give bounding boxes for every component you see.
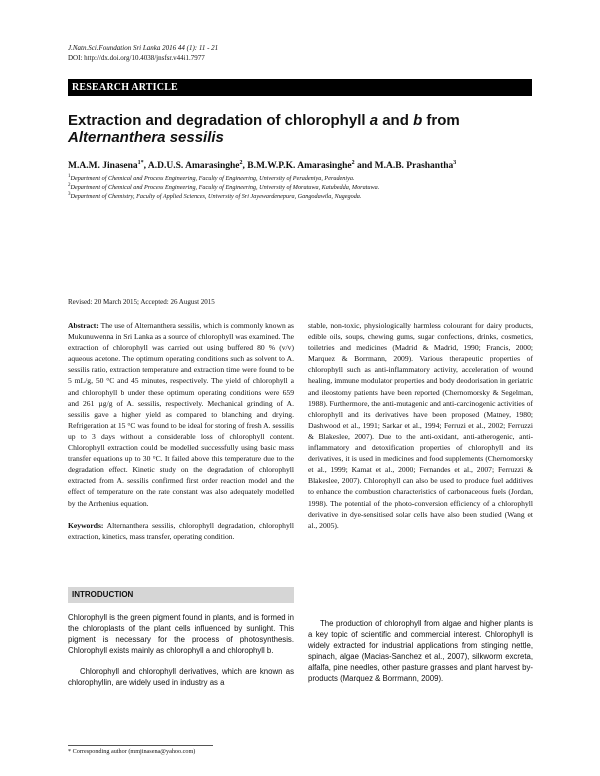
corresponding-author-footnote: * Corresponding author (mmjinasena@yahoo.com) [68,748,196,755]
introduction-heading: INTRODUCTION [68,587,294,603]
title-species: Alternanthera sessilis [68,129,224,146]
title-a: a [369,112,379,129]
affiliation-1-text: Department of Chemical and Process Engineering, Faculty of Engineering, University of Peradeniya, Peradeniya. [70,175,355,183]
author-2: , A.D.U.S. Amarasinghe [143,161,240,172]
intro-paragraph-1: Chlorophyll is the green pigment found in plants, and is formed in the chloroplasts of the plant cells influenced by sunlight. This pigment is necessary for the process of photosynthesis. Chlorophyll exists mainly as chlorophyll a and chlorophyll b. [68,613,294,655]
abstract-column [68,320,294,542]
intro-paragraph-2: Chlorophyll and chlorophyll derivatives, which are known as chlorophyllin, are widely used in industry as a [68,667,294,687]
author-2-sup: 2 [239,160,243,166]
author-4: and M.A.B. Prashantha [354,161,454,172]
paper-title [68,112,538,146]
article-type-banner: RESEARCH ARTICLE [68,79,532,96]
right-column-paragraph-1 [308,320,533,531]
footnote-divider [68,745,213,746]
doi-link[interactable]: DOI: http://dx.doi.org/10.4038/jnsfsr.v44i1.7977 [68,54,205,62]
right-paragraph-1: stable, non-toxic, physiologically harmless colourant for dairy products, edible oils, soups, chewing gums, sugar confections, drinks, cosmetics, toiletries and medicines (Madrid & Madrid, 1990; Francis, 2000; Marquez & Borrmann, 2009). Various therapeutic properties of chlorophyll such as anti-inflammatory activity, acceleration of wound healing, immune modulator properties and body deodorisation in geriatric and ileostomy patients have been reported (Chernomorsky & Segelman, 1988). Furthermore, the anti-mutagenic and anti-carcinogenic activities of chlorophyll and its derivatives have been proposed (Matney, 1980; Dashwood et al., 1991; Sarkar et al., 1994; Ferruzi et al., 2002; Ferruzzi & Blakeslee, 2007). Due to the anti-oxidant, anti-atherogenic, anti-inflammatory and detoxification properties of chlorophyll and its derivatives, it is used in medicines and food supplements (Chernomorsky et al., 1999; Kamat et al., 2000; Fernandes et al., 2007; Ferruzzi & Blakeslee, 2007). Chlorophyll can also be used to produce fuel additives to enhance the combustion characteristics of carbonaceous fuels (Jordan, 1998). The potential of the photo-conversion efficiency of a chlorophyll derivative in dye-sensitised solar cells have also been studied (Wang et al., 2005). [308,321,533,530]
right-paragraph-2: The production of chlorophyll from algae and higher plants is a key topic of scientific and commercial interest. Chlorophyll is widely extracted for industrial applications from stinging nettle, spinach, algae (Macias-Sanchez et al., 2007), silkworm excreta, alfalfa, pine needles, other pasture grasses and plant harvest by-products (Marquez & Borrmann, 2009). [308,619,533,683]
title-and: and [378,112,414,129]
abstract-text: The use of Alternanthera sessilis, which is commonly known as Mukunuwenna in Sri Lanka as a source of chlorophyll was examined. The extraction of chlorophyll was carried out using buffered 80 % (v/v) aqueous acetone. The optimum operating conditions such as solvent to A. sessilis ratio, extraction temperature and extraction time were found to be 5 mL/g, 50 °C and 45 minutes, respectively. The yield of chlorophyll a and chlorophyll b under these optimum operating conditions were 659 and 261 µg/g of A. sessilis, respectively. Mechanical grinding of A. sessilis gave a higher yield as compared to blanching and drying. Refrigeration at 15 °C was found to be ideal for storing of fresh A. sessilis up to 3 days without a considerable loss of chlorophyll content. Chlorophyll extraction could be modelled successfully using basic mass transfer equations up to 30 °C. It failed above this temperature due to the degradation effect. Kinetic study on the degradation of chlorophyll extracted from A. sessilis confirmed first order reaction model and the effect of temperature on the rate constant was also adequately modelled by the Arrhenius equation. [68,321,294,508]
affiliation-2-num: 2 [68,183,71,188]
affiliation-3-num: 3 [68,192,71,197]
keywords-text: Alternanthera sessilis, chlorophyll degradation, chlorophyll extraction, kinetics, mass transfer, operating condition. [68,520,294,541]
abstract-label: Abstract: [68,321,99,330]
journal-citation: J.Natn.Sci.Foundation Sri Lanka 2016 44 (1): 11 - 21 [68,44,219,52]
affiliation-2-text: Department of Chemical and Process Engineering, Faculty of Engineering, University of Moratuwa, Katubedda, Moratuwa. [70,184,380,192]
affiliation-3 [68,191,361,201]
author-3: , B.M.W.P.K. Amarasinghe [242,161,352,172]
abstract-paragraph [68,320,294,509]
author-4-sup: 3 [453,160,457,166]
title-b: b [413,112,423,129]
author-3-sup: 2 [351,160,355,166]
author-1-sup: 1* [137,160,144,166]
affiliation-1-num: 1 [68,174,71,179]
keywords-label: Keywords: [68,520,104,530]
introduction-body [68,612,294,698]
keywords-paragraph [68,520,294,542]
author-1: M.A.M. Jinasena [68,161,138,172]
title-prefix: Extraction and degradation of chlorophyll [68,112,370,129]
affiliation-3-text: Department of Chemistry, Faculty of Applied Sciences, University of Sri Jayewardenepura, Gangodawila, Nugegoda. [70,193,362,201]
revision-dates: Revised: 20 March 2015; Accepted: 26 August 2015 [68,298,215,306]
right-column-paragraph-2 [308,618,533,684]
author-list [68,158,538,172]
title-from: from [422,112,460,129]
